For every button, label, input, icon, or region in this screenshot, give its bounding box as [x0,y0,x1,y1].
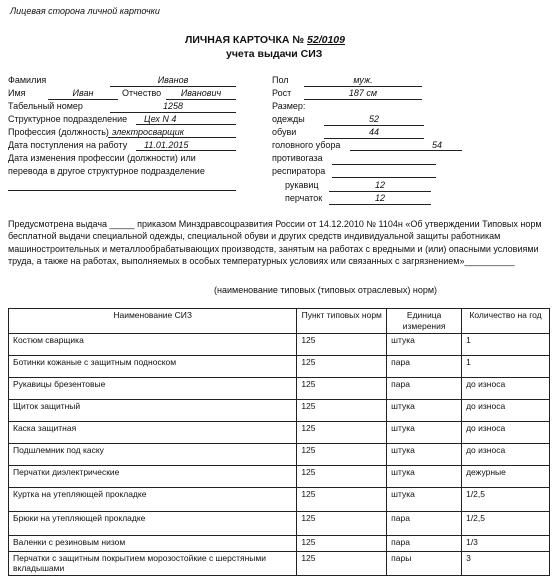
gloves-value: 12 [329,193,431,205]
surname-label: Фамилия [8,75,47,85]
cell-norm-item: 125 [297,512,387,536]
gloves-row [285,193,385,203]
mittens-value: 12 [329,180,431,192]
cell-unit: штука [387,488,462,512]
cell-ppe-name: Перчатки диэлектрические [9,466,297,488]
table-row [9,400,550,422]
shoes-row [272,127,379,137]
name-label: Имя [8,88,26,98]
mittens-label: рукавиц [285,180,319,190]
gasmask-label: противогаза [272,153,323,163]
cell-norm-item: 125 [297,444,387,466]
table-row [9,356,550,378]
header-name: Наименование СИЗ [9,309,297,334]
height-value: 187 см [304,88,422,100]
header-note: Лицевая сторона личной карточки [10,6,160,16]
header-norm-item: Пункт типовых норм [297,309,387,334]
tab-number-label: Табельный номер [8,101,83,111]
cell-ppe-name: Костюм сварщика [9,334,297,356]
cell-unit: штука [387,466,462,488]
table-row [9,536,550,552]
dept-value: Цех N 4 [136,114,236,125]
head-label: головного убора [272,140,341,150]
clothes-row [272,114,379,124]
cell-unit: пара [387,512,462,536]
change-line-2: перевода в другое структурное подразделение [8,166,205,176]
cell-unit: пара [387,536,462,552]
surname-value: Иванов [110,75,236,87]
cell-ppe-name: Брюки на утепляющей прокладке [9,512,297,536]
card-title-text: ЛИЧНАЯ КАРТОЧКА № [185,34,305,46]
dept-label: Структурное подразделение [8,114,128,124]
gender-row [272,75,373,85]
head-value: 54 [350,140,462,151]
cell-quantity: 1 [462,356,550,378]
table-header-row [9,309,550,334]
table-row [9,378,550,400]
table-row [9,512,550,536]
cell-quantity: до износа [462,378,550,400]
height-label: Рост [272,88,292,98]
cell-quantity: 1/3 [462,536,550,552]
cell-unit: пары [387,552,462,576]
cell-unit: пара [387,378,462,400]
shoes-value: 44 [324,127,424,139]
respirator-row [272,166,325,176]
patronymic-value: Иванович [166,88,236,100]
table-row [9,444,550,466]
cell-quantity: 1/2,5 [462,488,550,512]
name-value: Иван [48,88,118,100]
cell-norm-item: 125 [297,422,387,444]
shoes-label: обуви [272,127,297,137]
cell-quantity: дежурные [462,466,550,488]
cell-ppe-name: Куртка на утепляющей прокладке [9,488,297,512]
surname-row [8,75,189,85]
cell-norm-item: 125 [297,378,387,400]
norms-caption: (наименование типовых (типовых отраслевых) норм) [214,285,438,295]
cell-quantity: до износа [462,400,550,422]
header-quantity: Количество на год [462,309,550,334]
profession-label: Профессия (должность) [8,127,109,137]
mittens-row [285,180,385,190]
cell-unit: штука [387,400,462,422]
hire-date-value: 11.01.2015 [136,140,236,151]
dept-row [8,114,177,124]
tab-number-value: 1258 [110,101,236,113]
gasmask-row [272,153,323,163]
cell-unit: штука [387,422,462,444]
cell-ppe-name: Перчатки с защитным покрытием морозостойкие с шерстяными вкладышами [9,552,297,576]
name-row [8,88,248,100]
cell-unit: штука [387,334,462,356]
change-line-1: Дата изменения профессии (должности) или [8,153,196,163]
profession-row [8,127,184,137]
cell-norm-item: 125 [297,356,387,378]
respirator-value [332,166,436,178]
gender-value: муж. [304,75,422,87]
cell-quantity: до износа [462,444,550,466]
table-row [9,488,550,512]
table-row [9,552,550,576]
card-subtitle: учета выдачи СИЗ [226,48,323,60]
hire-date-row [8,140,189,150]
header-unit: Единица измерения [387,309,462,334]
table-row [9,466,550,488]
cell-quantity: до износа [462,422,550,444]
clothes-value: 52 [324,114,424,126]
gasmask-value [332,153,436,165]
card-title [185,34,345,46]
gender-label: Пол [272,75,289,85]
height-row [272,88,378,98]
size-label: Размер: [272,101,306,111]
cell-unit: пара [387,356,462,378]
cell-ppe-name: Подшлемник под каску [9,444,297,466]
change-blank-line [8,190,236,191]
cell-norm-item: 125 [297,466,387,488]
cell-norm-item: 125 [297,400,387,422]
cell-quantity: 1/2,5 [462,512,550,536]
head-row [272,140,442,150]
hire-date-label: Дата поступления на работу [8,140,128,150]
patronymic-label: Отчество [122,88,162,98]
cell-ppe-name: Рукавицы брезентовые [9,378,297,400]
table-row [9,334,550,356]
cell-ppe-name: Валенки с резиновым низом [9,536,297,552]
cell-quantity: 3 [462,552,550,576]
cell-norm-item: 125 [297,488,387,512]
profession-value: электросварщик [108,127,236,138]
cell-unit: штука [387,444,462,466]
tab-number-row [8,101,184,111]
cell-norm-item: 125 [297,536,387,552]
norms-paragraph: Предусмотрена выдача _____ приказом Минздравсоцразвития России от 14.12.2010 № 1104н «Об утверждении Типовых норм бесплатной выдачи специальной одежды, специальной обуви и других средств индивидуальной защиты работникам машиностроительных и металлообрабатывающих производств, занятым на работах с вредными и (или) опасными условиями труда, а также на работах, выполняемых в особых температурных условиях или связанных с загрязнением»__________ [8,219,542,266]
cell-ppe-name: Каска защитная [9,422,297,444]
ppe-table [8,308,550,576]
gloves-label: перчаток [285,193,323,203]
cell-quantity: 1 [462,334,550,356]
card-number: 52/0109 [307,34,345,46]
cell-norm-item: 125 [297,334,387,356]
table-row [9,422,550,444]
cell-ppe-name: Ботинки кожаные с защитным подноском [9,356,297,378]
cell-ppe-name: Щиток защитный [9,400,297,422]
respirator-label: респиратора [272,166,326,176]
clothes-label: одежды [272,114,305,124]
cell-norm-item: 125 [297,552,387,576]
